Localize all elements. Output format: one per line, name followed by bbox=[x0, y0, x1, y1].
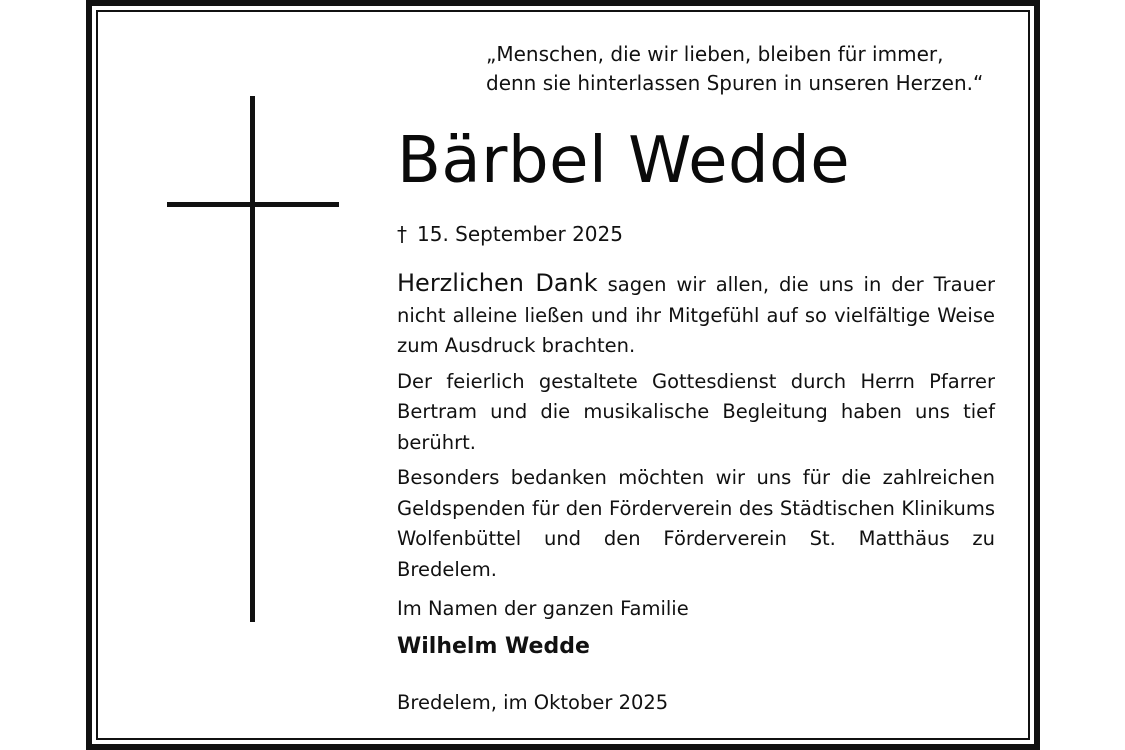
dagger-icon: † bbox=[397, 222, 407, 246]
closing-line: Im Namen der ganzen Familie bbox=[397, 597, 689, 620]
cross-horizontal-bar bbox=[167, 202, 339, 207]
death-date-line bbox=[397, 219, 623, 249]
place-and-date: Bredelem, im Oktober 2025 bbox=[397, 691, 669, 714]
death-date: 15. September 2025 bbox=[417, 222, 623, 246]
lead-phrase: Herzlichen Dank bbox=[397, 269, 598, 297]
memorial-quote bbox=[486, 40, 1006, 98]
thank-you-message bbox=[397, 268, 995, 590]
cross-vertical-bar bbox=[250, 96, 255, 622]
paragraph-3: Besonders bedanken möchten wir uns für die zahlreichen Geldspenden für den Förderverein des Städtischen Klinikums Wolfenbüttel und den Förderverein St. Matthäus zu Bredelem. bbox=[397, 466, 995, 581]
paragraph-2: Der feierlich gestaltete Gottesdienst durch Herrn Pfarrer Bertram und die musikalische Begleitung haben uns tief berührt. bbox=[397, 369, 995, 454]
paragraph-1 bbox=[397, 268, 995, 362]
deceased-name: Bärbel Wedde bbox=[397, 124, 851, 198]
quote-line-2: denn sie hinterlassen Spuren in unseren Herzen.“ bbox=[486, 71, 984, 95]
paragraph-1-text: sagen wir allen, die uns in der Trauer nicht alleine ließen und ihr Mitgefühl auf so vielfältige Weise zum Ausdruck brachten. bbox=[397, 273, 995, 357]
quote-line-1: „Menschen, die wir lieben, bleiben für immer, bbox=[486, 42, 944, 66]
signature-name: Wilhelm Wedde bbox=[397, 634, 590, 659]
